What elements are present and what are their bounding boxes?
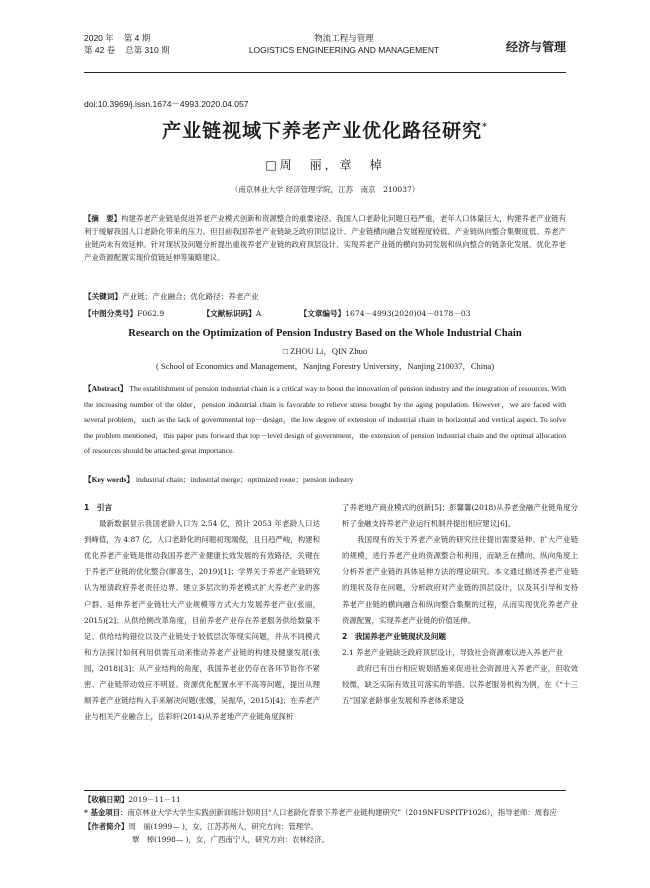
abstract-text: 构建养老产业链是促进养老产业模式创新和资源整合的重要途径。我国人口老龄化问题日趋严重，老年人口体量巨大，构建养老产业链有利于缓解我国人口老龄化带来的压力。但目前我国养老产业链缺乏政府顶层设计、产业链横向融合发展程度较低、产业链纵向整合集聚度低、养老产业链尚未有效延伸。针对现状及问题分析提出重视养老产业链的政府顶层设计、实现养老产业链的横向协同发展和纵向整合的链条化发展、优化养老产业资源配置实现价值链延伸等策略建议。: [84, 214, 566, 262]
section-2-heading: 2 我国养老产业链现状及问题: [342, 631, 447, 641]
section-1-heading: 1 引言: [84, 503, 113, 512]
affiliation: （南京林业大学 经济管理学院，江苏 南京 210037）: [230, 185, 420, 194]
doc-code-value: A: [255, 309, 262, 318]
total-issue: 总第 310 期: [125, 45, 170, 55]
author-bio-1: 周 丽(1999— )，女，江苏苏州人，研究方向：管理学。: [128, 821, 318, 831]
paragraph: 政府已有出台相应规划措施来促进社会资源进入养老产业，但收效较微，缺乏实际有效且可落实的举措。以养老服务机构为例，在《“十三五”国家老龄事业发展和养老体系建设: [342, 664, 578, 706]
english-authors: □ ZHOU Li，QIN Zhuo: [282, 346, 368, 356]
article-number-value: 1674－4993(2020)04－0178－03: [345, 309, 471, 318]
abstract-label: 【摘 要】: [84, 214, 122, 223]
paragraph: 我国现有的关于养老产业链的研究往往提出需要延伸、扩大产业链的规模，进行养老产业的资源整合和利用，而缺乏在横向、纵向角度上分析养老产业链的具体延伸方法的理论研究。本文通过描述养老产业链的现状及存在问题，分析政府对产业链的顶层设计，以及其引导和支持养老产业链的横向融合和纵向整合集聚的过程，从而实现优化养老产业资源配置，实现养老产业链的价值延伸。: [342, 535, 578, 625]
keywords-label: 【关键词】: [84, 292, 122, 301]
keywords-text: 产业链；产业融合；优化路径；养老产业: [121, 292, 259, 301]
received-label: 【收稿日期】: [84, 795, 129, 804]
english-affiliation: ( School of Economics and Management，Nanjing Forestry University，Nanjing 210037，China): [155, 361, 495, 371]
issue-info: [84, 32, 180, 56]
paragraph: 了养老地产商业模式的创新[5]；彭馨馨(2018)从养老金融产业链角度分析了金融支持养老产业运行机制并提出相应建议[6]。: [342, 503, 578, 529]
authors: □周 丽，章 棹: [265, 158, 385, 172]
column-name: 经济与管理: [505, 40, 566, 54]
clc-label: 【中图分类号】: [84, 309, 138, 318]
body-column-left: [84, 500, 320, 725]
clc-value: F062.9: [137, 309, 165, 318]
keywords-en-text: industrial chain；industrial merge；optimized route；pension industry: [135, 475, 354, 484]
keywords-cn: [84, 291, 566, 302]
title-footnote-mark: *: [482, 122, 488, 133]
fund-label: * 基金项目：: [84, 808, 128, 818]
running-header: [84, 32, 566, 73]
english-title: Research on the Optimization of Pension Industry Based on the Whole Industrial Chain: [128, 328, 522, 339]
subsection-2-1-heading: [342, 645, 578, 661]
journal-name: [234, 32, 454, 56]
abstract-en-label: 【Abstract】: [84, 384, 128, 393]
year: 2020 年: [84, 33, 114, 43]
classification-row: [84, 308, 566, 319]
volume: 第 42 卷: [84, 45, 116, 55]
doi: doi:10.3969/j.issn.1674－4993.2020.04.057: [84, 99, 249, 109]
journal-name-en: LOGISTICS ENGINEERING AND MANAGEMENT: [248, 45, 440, 55]
keywords-en-label: 【Key words】: [84, 475, 134, 484]
subsection-title: 养老产业链缺乏政府顶层设计，导致社会资源难以进入养老产业: [356, 647, 563, 657]
subsection-number: 2.1: [342, 647, 354, 657]
title-text: 产业链视域下养老产业优化路径研究: [162, 120, 483, 142]
article-number-label: 【文章编号】: [299, 309, 346, 318]
abstract-en: [84, 381, 566, 459]
abstract-cn: [84, 212, 566, 264]
author-bio-2: 覃 棹(1998— )，女，广西南宁人，研究方向：农林经济。: [132, 835, 329, 845]
keywords-en: [84, 474, 566, 485]
received-date: 2019－11－11: [128, 795, 181, 804]
body-column-right: [342, 500, 578, 709]
footnotes: [84, 790, 566, 847]
author-bio-label: 【作者简介】: [84, 821, 129, 831]
abstract-en-text: The establishment of pension industrial chain is a critical way to boost the innovation of pension industry and the integration of resources. With the increasing number of the older，pension industrial chain is favorable to relieve stress bought by the aging population. However，we are faced with several problem，such as the lack of governmental top－design，the low degree of extension of industrial chain in horizontal and vertical aspect. To solve the problem mentioned，this paper puts forward that top－level design of government，the extension of pension industrial chain and the optimal allocation of resources should be attached great importance.: [84, 384, 566, 456]
doc-code-label: 【文献标识码】: [202, 309, 256, 318]
journal-name-cn: 物流工程与管理: [314, 33, 374, 43]
issue: 第 4 期: [123, 33, 151, 43]
fund-text: 南京林业大学大学生实践创新训练计划项目“人口老龄化背景下养老产业链构建研究”（2019NFUSPITP1026），指导老师：周春应: [127, 808, 557, 818]
article-title: [0, 116, 650, 143]
paragraph: 最新数据显示我国老龄人口为 2.54 亿，预计 2053 年老龄人口达到峰值，为 4.87 亿，人口老龄化的问题初现端倪，且日趋严峻，构建和优化养老产业链是推动我国养老产业健康长效发展的有效路径，关键在于养老产业链的优化整合(廖喜生，2019)[1]；学界关于养老产业链研究认为厘清政府养老责任边界、建立多层次的养老模式扩大养老产业的客户群、延伸养老产业链壮大产业规模等方式大力发展养老产业(张丽，2015)[2]；从供给侧改革角度，目前养老产业存在养老服务供给数量不足、供给结构错位以及产业链处于较低层次等现实问题，并从不同模式和方法探讨如何利用供需互动来推动养老产业链的构建及健康发展(张园，2018)[3]；从产业结构的角度，我国养老业仍存在各环节协作不紧密、产业链带动效应不明显、资源优化配置水平不高等问题，提出从理顺养老产业链结构入手来解决问题(张娜，吴振华，2015)[4]；在养老产业与相关产业融合上，岳彩轩(2014)从养老地产产业链角度探析: [84, 519, 320, 722]
